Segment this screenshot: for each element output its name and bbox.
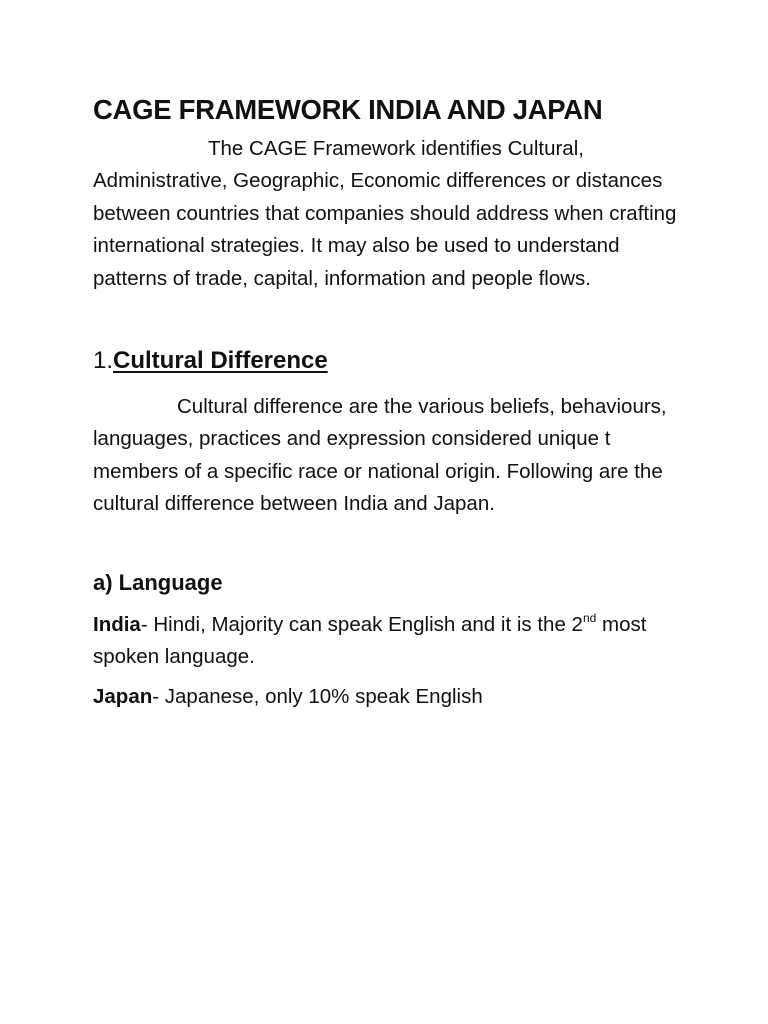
document-content: [93, 88, 683, 714]
ordinal-suffix: nd: [582, 610, 597, 625]
section-paragraph: [93, 391, 683, 521]
section-number: 1.: [93, 347, 114, 375]
section-body-text: Cultural difference are the various beliefs, behaviours, languages, practices and expression considered unique t members of a specific race or national origin. Following are the cultural difference between India and Japan.: [93, 395, 667, 516]
language-text: - Japanese, only 10% speak English: [152, 685, 483, 709]
language-entry-india: [93, 609, 683, 674]
section-title: Cultural Difference: [113, 347, 328, 375]
subsection-heading: a) Language: [93, 569, 223, 595]
language-entry-japan: [93, 681, 683, 713]
language-text-continued: most spoken language.: [93, 612, 647, 669]
page-title: CAGE FRAMEWORK INDIA AND JAPAN: [93, 94, 603, 125]
country-label: India: [93, 612, 141, 636]
language-text: - Hindi, Majority can speak English and it is the 2: [140, 612, 583, 636]
intro-paragraph: [93, 133, 683, 295]
section-heading: [93, 341, 683, 381]
country-label: Japan: [93, 685, 153, 709]
intro-text: The CAGE Framework identifies Cultural, Administrative, Geographic, Economic differences or distances between countries that companies should address when crafting international strategies. It may also be used to understand patterns of trade, capital, information and people flows.: [93, 137, 677, 290]
